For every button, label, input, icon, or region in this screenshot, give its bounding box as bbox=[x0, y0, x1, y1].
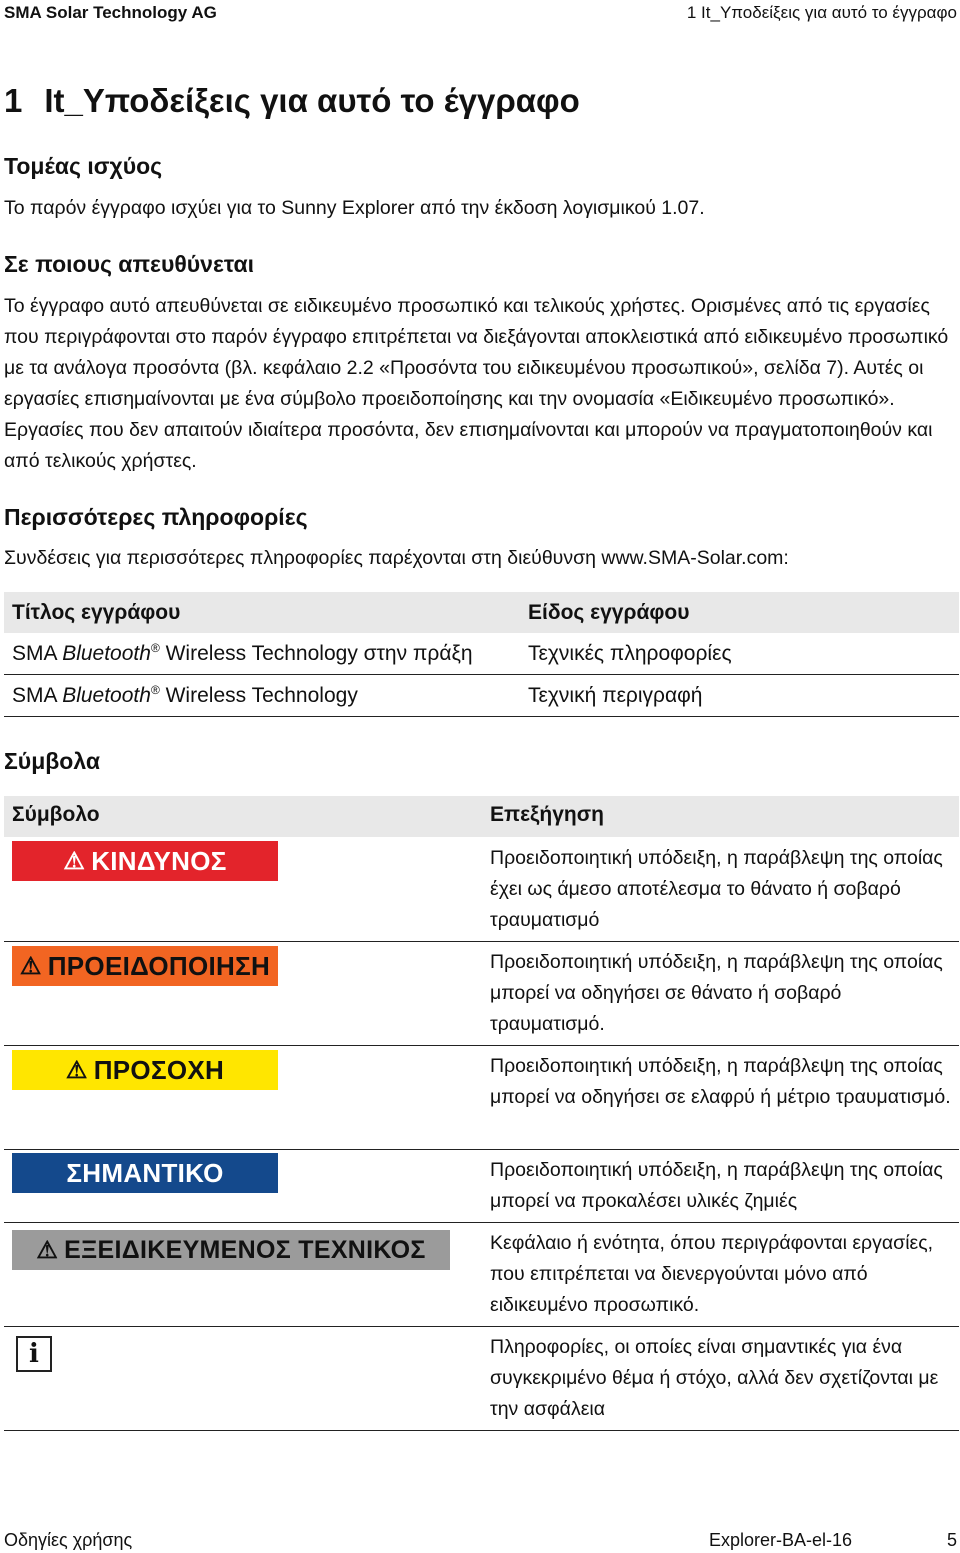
footer-document-code: Explorer-BA-el-16 bbox=[709, 1530, 853, 1550]
symbol-row-notice bbox=[4, 1149, 959, 1223]
brand-name: Bluetooth bbox=[62, 684, 151, 707]
symbol-explanation: Προειδοποιητική υπόδειξη, η παράβλεψη της οποίας μπορεί να προκαλέσει υλικές ζημιές bbox=[490, 1159, 943, 1212]
symbol-explanation: Προειδοποιητική υπόδειξη, η παράβλεψη της οποίας έχει ως άμεσο αποτέλεσμα το θάνατο ή σοβαρό τραυματισμό bbox=[490, 847, 943, 931]
symbol-row-information bbox=[4, 1326, 959, 1431]
col-doc-type: Είδος εγγράφου bbox=[520, 592, 959, 633]
audience-text: Το έγγραφο αυτό απευθύνεται σε ειδικευμένο προσωπικό και τελικούς χρήστες. Ορισμένες από τις εργασίες που περιγράφονται στο παρόν έγγραφο επιτρέπεται να διεξάγονται αποκλειστικά από ειδικευμένο προσωπικό με τα ανάλογα προσόντα (βλ. κεφάλαιο 2.2 «Προσόντα του ειδικευμένου προσωπικού», σελίδα 7). Αυτές οι εργασίες επισημαίνονται με ένα σύμβολο προειδοποίησης και την ονομασία «Ειδικευμένο προσωπικό». Εργασίες που δεν απαιτούν ιδιαίτερα προσόντα, δεν επισημαίνονται και μπορούν να πραγματοποιηθούν και από τελικούς χρήστες. bbox=[4, 295, 949, 472]
document-table bbox=[4, 592, 959, 717]
table-row bbox=[4, 633, 959, 675]
symbol-explanation: Πληροφορίες, οι οποίες είναι σημαντικές για ένα συγκεκριμένο θέμα ή στόχο, αλλά δεν σχετίζονται με την ασφάλεια bbox=[490, 1336, 939, 1420]
scope-heading: Τομέας ισχύος bbox=[4, 153, 163, 179]
symbol-explanation: Προειδοποιητική υπόδειξη, η παράβλεψη της οποίας μπορεί να οδηγήσει σε ελαφρύ ή μέτριο τραυματισμό. bbox=[490, 1055, 951, 1108]
col-explanation: Επεξήγηση bbox=[490, 803, 604, 826]
info-icon: i bbox=[16, 1336, 52, 1372]
symbol-row-danger bbox=[4, 837, 959, 942]
more-info-text: Συνδέσεις για περισσότερες πληροφορίες παρέχονται στη διεύθυνση www.SMA-Solar.com: bbox=[4, 547, 789, 569]
notice-badge: ΣΗΜΑΝΤΙΚΟ bbox=[12, 1153, 278, 1193]
doc-title-cell: SMA Bluetooth® Wireless Technology στην πράξη bbox=[4, 633, 520, 675]
warning-badge: ⚠ ΠΡΟΕΙΔΟΠΟΙΗΣΗ bbox=[12, 946, 278, 986]
symbol-row-caution bbox=[4, 1045, 959, 1150]
footer-document-type: Οδηγίες χρήσης bbox=[4, 1530, 133, 1550]
registered-mark: ® bbox=[150, 641, 160, 655]
scope-text: Το παρόν έγγραφο ισχύει για το Sunny Explorer από την έκδοση λογισμικού 1.07. bbox=[4, 197, 705, 219]
page-title bbox=[4, 82, 580, 120]
qualified-person-badge: ⚠ ΕΞΕΙΔΙΚΕΥΜΕΝΟΣ ΤΕΧΝΙΚΟΣ bbox=[12, 1230, 450, 1270]
symbol-row-warning bbox=[4, 941, 959, 1046]
more-info-heading: Περισσότερες πληροφορίες bbox=[4, 504, 308, 530]
warning-triangle-icon: ⚠ bbox=[19, 952, 42, 980]
document-table-header bbox=[4, 592, 959, 633]
header-chapter: 1 It_Υποδείξεις για αυτό το έγγραφο bbox=[686, 3, 957, 22]
symbols-heading: Σύμβολα bbox=[4, 748, 100, 774]
registered-mark: ® bbox=[150, 683, 160, 697]
doc-type-cell: Τεχνικές πληροφορίες bbox=[520, 633, 959, 675]
warning-triangle-icon: ⚠ bbox=[65, 1056, 88, 1084]
symbol-explanation: Προειδοποιητική υπόδειξη, η παράβλεψη της οποίας μπορεί να οδηγήσει σε θάνατο ή σοβαρό τραυματισμό. bbox=[490, 951, 943, 1035]
table-row bbox=[4, 675, 959, 717]
audience-heading: Σε ποιους απευθύνεται bbox=[4, 251, 255, 277]
caution-badge: ⚠ ΠΡΟΣΟΧΗ bbox=[12, 1050, 278, 1090]
symbol-row-qualified-person bbox=[4, 1222, 959, 1327]
brand-name: Bluetooth bbox=[62, 642, 151, 665]
warning-triangle-icon: ⚠ bbox=[36, 1236, 59, 1264]
warning-triangle-icon: ⚠ bbox=[63, 847, 86, 875]
footer-page-number: 5 bbox=[946, 1530, 957, 1550]
doc-type-cell: Τεχνική περιγραφή bbox=[520, 675, 959, 717]
symbols-table-header bbox=[4, 796, 959, 837]
chapter-title: It_Υποδείξεις για αυτό το έγγραφο bbox=[44, 82, 580, 119]
header-company: SMA Solar Technology AG bbox=[4, 3, 217, 22]
col-doc-title: Τίτλος εγγράφου bbox=[4, 592, 520, 633]
symbol-explanation: Κεφάλαιο ή ενότητα, όπου περιγράφονται εργασίες, που επιτρέπεται να διενεργούνται μόνο από ειδικευμένο προσωπικό. bbox=[490, 1232, 934, 1316]
chapter-number: 1 bbox=[4, 82, 23, 119]
col-symbol: Σύμβολο bbox=[12, 803, 100, 826]
danger-badge: ⚠ ΚΙΝΔΥΝΟΣ bbox=[12, 841, 278, 881]
doc-title-cell: SMA Bluetooth® Wireless Technology bbox=[4, 675, 520, 717]
